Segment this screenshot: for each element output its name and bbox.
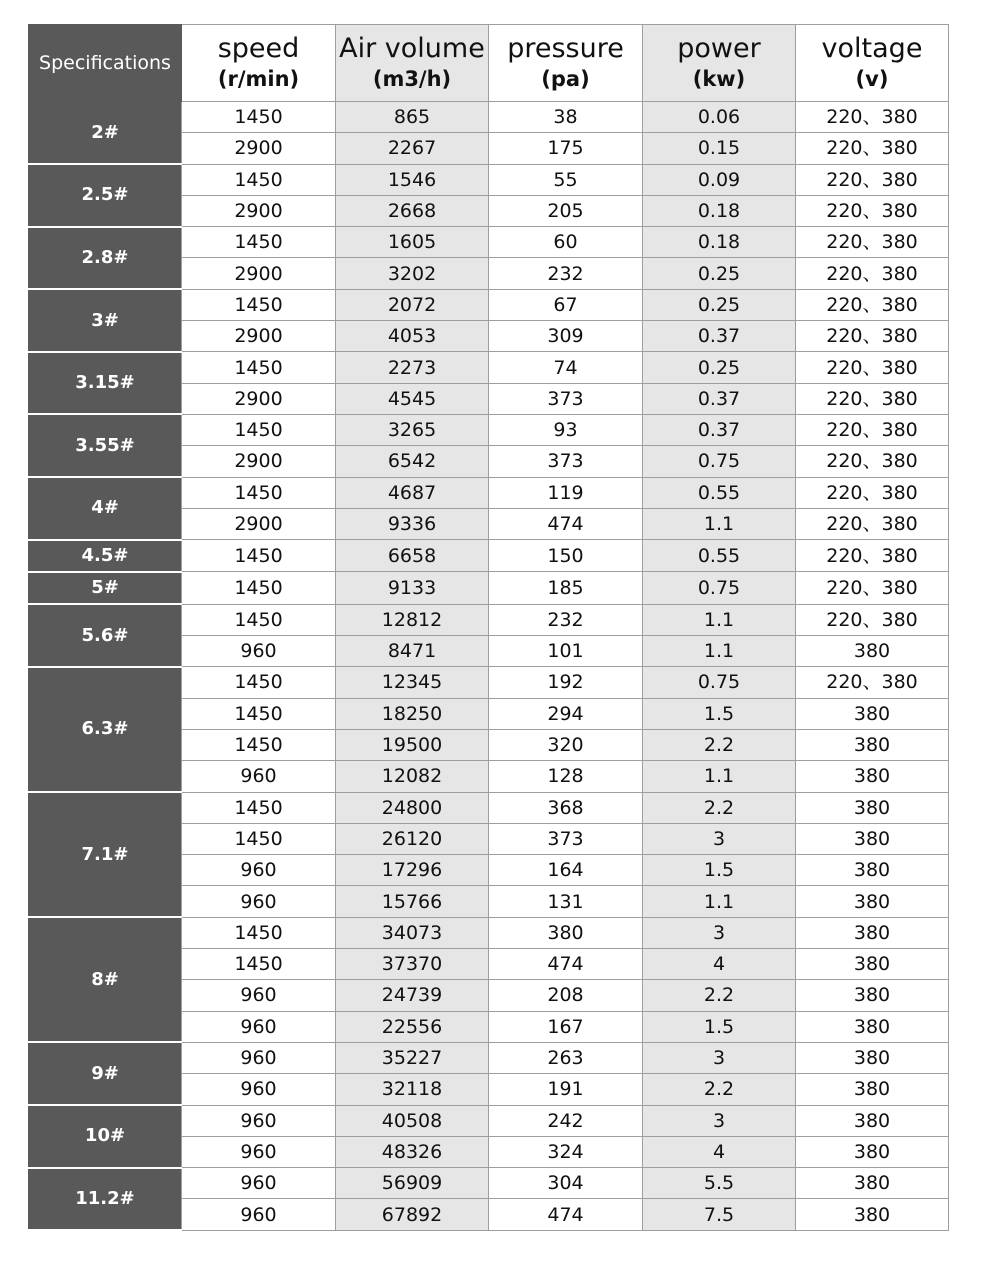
table-row [29, 540, 949, 572]
header-title: speed [217, 33, 300, 64]
cell-air-volume: 34073 [336, 917, 489, 948]
cell-pressure: 131 [489, 886, 643, 917]
spec-cell: 7.1# [29, 792, 182, 917]
cell-voltage: 220、380 [796, 414, 949, 445]
cell-speed: 960 [182, 1136, 336, 1167]
spec-cell: 9# [29, 1042, 182, 1105]
cell-air-volume: 8471 [336, 636, 489, 667]
cell-air-volume: 12345 [336, 667, 489, 698]
spec-cell: 4.5# [29, 540, 182, 572]
spec-cell: 8# [29, 917, 182, 1042]
cell-speed: 1450 [182, 698, 336, 729]
cell-voltage: 380 [796, 855, 949, 886]
cell-power: 0.37 [643, 414, 796, 445]
cell-power: 0.25 [643, 289, 796, 320]
cell-pressure: 309 [489, 321, 643, 352]
spec-cell: 6.3# [29, 667, 182, 792]
cell-air-volume: 24739 [336, 980, 489, 1011]
cell-voltage: 380 [796, 980, 949, 1011]
cell-speed: 960 [182, 761, 336, 792]
spec-cell: 3# [29, 289, 182, 352]
cell-pressure: 55 [489, 164, 643, 195]
header-title: voltage [821, 33, 923, 64]
cell-power: 1.1 [643, 886, 796, 917]
cell-voltage: 380 [796, 698, 949, 729]
cell-air-volume: 2668 [336, 195, 489, 226]
cell-power: 2.2 [643, 980, 796, 1011]
cell-power: 0.25 [643, 258, 796, 289]
table-row [29, 289, 949, 320]
header-title: pressure [507, 33, 624, 64]
table-row [29, 227, 949, 258]
cell-speed: 1450 [182, 289, 336, 320]
spec-cell: 11.2# [29, 1168, 182, 1231]
spec-cell: 2.8# [29, 227, 182, 290]
fan-specifications-table [28, 24, 949, 1231]
cell-pressure: 60 [489, 227, 643, 258]
cell-voltage: 220、380 [796, 164, 949, 195]
cell-air-volume: 19500 [336, 729, 489, 760]
spec-cell: 2# [29, 102, 182, 165]
cell-speed: 1450 [182, 792, 336, 823]
cell-air-volume: 22556 [336, 1011, 489, 1042]
table-row [29, 1042, 949, 1073]
cell-voltage: 220、380 [796, 508, 949, 539]
table-row [29, 604, 949, 635]
cell-air-volume: 48326 [336, 1136, 489, 1167]
cell-speed: 1450 [182, 414, 336, 445]
header-voltage [796, 25, 949, 102]
cell-voltage: 380 [796, 1168, 949, 1199]
cell-air-volume: 2267 [336, 133, 489, 164]
cell-pressure: 373 [489, 446, 643, 477]
spec-cell: 3.55# [29, 414, 182, 477]
table-body [29, 102, 949, 1231]
cell-pressure: 38 [489, 102, 643, 133]
cell-power: 4 [643, 949, 796, 980]
cell-speed: 1450 [182, 667, 336, 698]
cell-speed: 2900 [182, 195, 336, 226]
cell-air-volume: 1546 [336, 164, 489, 195]
cell-pressure: 242 [489, 1105, 643, 1136]
cell-voltage: 220、380 [796, 572, 949, 604]
cell-speed: 960 [182, 636, 336, 667]
cell-air-volume: 37370 [336, 949, 489, 980]
cell-pressure: 232 [489, 258, 643, 289]
header-power [643, 25, 796, 102]
cell-air-volume: 3265 [336, 414, 489, 445]
header-speed [182, 25, 336, 102]
cell-pressure: 205 [489, 195, 643, 226]
cell-voltage: 220、380 [796, 540, 949, 572]
cell-speed: 1450 [182, 352, 336, 383]
cell-pressure: 119 [489, 477, 643, 508]
cell-speed: 1450 [182, 102, 336, 133]
cell-pressure: 128 [489, 761, 643, 792]
cell-air-volume: 26120 [336, 823, 489, 854]
table-row [29, 164, 949, 195]
cell-power: 3 [643, 917, 796, 948]
cell-speed: 2900 [182, 383, 336, 414]
table-row [29, 1105, 949, 1136]
cell-speed: 2900 [182, 321, 336, 352]
cell-air-volume: 1605 [336, 227, 489, 258]
cell-air-volume: 56909 [336, 1168, 489, 1199]
cell-air-volume: 18250 [336, 698, 489, 729]
cell-pressure: 320 [489, 729, 643, 760]
cell-pressure: 192 [489, 667, 643, 698]
cell-pressure: 164 [489, 855, 643, 886]
cell-air-volume: 40508 [336, 1105, 489, 1136]
cell-power: 1.1 [643, 761, 796, 792]
cell-pressure: 167 [489, 1011, 643, 1042]
cell-power: 3 [643, 1105, 796, 1136]
cell-voltage: 220、380 [796, 133, 949, 164]
cell-speed: 960 [182, 1042, 336, 1073]
cell-power: 0.09 [643, 164, 796, 195]
cell-speed: 960 [182, 1168, 336, 1199]
cell-voltage: 220、380 [796, 383, 949, 414]
cell-pressure: 324 [489, 1136, 643, 1167]
cell-speed: 960 [182, 1199, 336, 1230]
header-unit: (r/min) [217, 67, 300, 91]
table-row [29, 352, 949, 383]
table-row [29, 917, 949, 948]
header-unit: (pa) [541, 67, 590, 91]
cell-power: 0.37 [643, 321, 796, 352]
spec-table-container [28, 24, 948, 1231]
cell-power: 5.5 [643, 1168, 796, 1199]
cell-voltage: 220、380 [796, 321, 949, 352]
cell-voltage: 380 [796, 1042, 949, 1073]
cell-voltage: 380 [796, 761, 949, 792]
cell-pressure: 232 [489, 604, 643, 635]
table-header [29, 25, 949, 102]
cell-voltage: 220、380 [796, 102, 949, 133]
cell-pressure: 67 [489, 289, 643, 320]
cell-speed: 1450 [182, 823, 336, 854]
cell-air-volume: 2273 [336, 352, 489, 383]
cell-air-volume: 9133 [336, 572, 489, 604]
cell-speed: 960 [182, 1011, 336, 1042]
cell-voltage: 380 [796, 1136, 949, 1167]
header-unit: (kw) [692, 67, 746, 91]
cell-air-volume: 4687 [336, 477, 489, 508]
cell-voltage: 220、380 [796, 477, 949, 508]
cell-voltage: 380 [796, 636, 949, 667]
cell-pressure: 294 [489, 698, 643, 729]
cell-power: 0.37 [643, 383, 796, 414]
cell-speed: 960 [182, 886, 336, 917]
cell-air-volume: 4545 [336, 383, 489, 414]
cell-voltage: 380 [796, 729, 949, 760]
cell-pressure: 474 [489, 1199, 643, 1230]
cell-voltage: 220、380 [796, 446, 949, 477]
header-unit: (m3/h) [372, 67, 452, 91]
cell-speed: 2900 [182, 133, 336, 164]
cell-voltage: 380 [796, 1199, 949, 1230]
cell-voltage: 380 [796, 1011, 949, 1042]
cell-voltage: 220、380 [796, 667, 949, 698]
cell-speed: 1450 [182, 540, 336, 572]
cell-speed: 960 [182, 855, 336, 886]
cell-power: 1.1 [643, 508, 796, 539]
cell-speed: 1450 [182, 729, 336, 760]
cell-power: 0.06 [643, 102, 796, 133]
cell-voltage: 380 [796, 1074, 949, 1105]
table-row [29, 792, 949, 823]
cell-pressure: 368 [489, 792, 643, 823]
cell-speed: 1450 [182, 604, 336, 635]
cell-power: 1.5 [643, 855, 796, 886]
spec-cell: 10# [29, 1105, 182, 1168]
cell-power: 0.75 [643, 446, 796, 477]
cell-pressure: 175 [489, 133, 643, 164]
cell-power: 0.55 [643, 477, 796, 508]
cell-pressure: 474 [489, 949, 643, 980]
cell-speed: 2900 [182, 508, 336, 539]
cell-power: 2.2 [643, 1074, 796, 1105]
cell-speed: 960 [182, 1105, 336, 1136]
cell-air-volume: 15766 [336, 886, 489, 917]
cell-voltage: 220、380 [796, 604, 949, 635]
header-unit: (v) [855, 67, 889, 91]
cell-speed: 1450 [182, 572, 336, 604]
cell-voltage: 220、380 [796, 289, 949, 320]
table-row [29, 102, 949, 133]
spec-cell: 2.5# [29, 164, 182, 227]
cell-power: 2.2 [643, 729, 796, 760]
cell-power: 3 [643, 1042, 796, 1073]
cell-pressure: 373 [489, 383, 643, 414]
cell-pressure: 93 [489, 414, 643, 445]
cell-speed: 1450 [182, 949, 336, 980]
table-row [29, 667, 949, 698]
cell-speed: 960 [182, 1074, 336, 1105]
header-specifications [29, 25, 182, 102]
cell-pressure: 185 [489, 572, 643, 604]
cell-pressure: 304 [489, 1168, 643, 1199]
cell-speed: 2900 [182, 258, 336, 289]
header-title: Air volume [339, 33, 485, 64]
cell-voltage: 380 [796, 792, 949, 823]
cell-air-volume: 865 [336, 102, 489, 133]
cell-speed: 1450 [182, 227, 336, 258]
header-title: Specifications [39, 52, 171, 74]
cell-voltage: 380 [796, 1105, 949, 1136]
cell-pressure: 373 [489, 823, 643, 854]
cell-pressure: 74 [489, 352, 643, 383]
cell-speed: 1450 [182, 917, 336, 948]
cell-air-volume: 2072 [336, 289, 489, 320]
table-row [29, 477, 949, 508]
cell-air-volume: 67892 [336, 1199, 489, 1230]
cell-power: 0.18 [643, 195, 796, 226]
header-row [29, 25, 949, 102]
cell-power: 7.5 [643, 1199, 796, 1230]
cell-power: 0.55 [643, 540, 796, 572]
cell-power: 1.5 [643, 698, 796, 729]
cell-power: 4 [643, 1136, 796, 1167]
spec-cell: 5.6# [29, 604, 182, 667]
table-row [29, 572, 949, 604]
cell-voltage: 220、380 [796, 352, 949, 383]
cell-air-volume: 17296 [336, 855, 489, 886]
spec-cell: 5# [29, 572, 182, 604]
cell-speed: 1450 [182, 164, 336, 195]
cell-power: 2.2 [643, 792, 796, 823]
cell-speed: 1450 [182, 477, 336, 508]
cell-pressure: 150 [489, 540, 643, 572]
cell-air-volume: 12082 [336, 761, 489, 792]
cell-air-volume: 3202 [336, 258, 489, 289]
cell-air-volume: 12812 [336, 604, 489, 635]
header-pressure [489, 25, 643, 102]
header-title: power [677, 33, 761, 64]
cell-air-volume: 9336 [336, 508, 489, 539]
cell-power: 3 [643, 823, 796, 854]
cell-power: 0.75 [643, 667, 796, 698]
cell-power: 1.5 [643, 1011, 796, 1042]
cell-air-volume: 35227 [336, 1042, 489, 1073]
cell-air-volume: 24800 [336, 792, 489, 823]
spec-cell: 4# [29, 477, 182, 540]
cell-pressure: 208 [489, 980, 643, 1011]
table-row [29, 1168, 949, 1199]
cell-pressure: 191 [489, 1074, 643, 1105]
cell-power: 1.1 [643, 636, 796, 667]
cell-pressure: 101 [489, 636, 643, 667]
cell-power: 0.18 [643, 227, 796, 258]
cell-voltage: 380 [796, 917, 949, 948]
cell-power: 1.1 [643, 604, 796, 635]
cell-speed: 960 [182, 980, 336, 1011]
cell-voltage: 380 [796, 886, 949, 917]
cell-power: 0.15 [643, 133, 796, 164]
cell-speed: 2900 [182, 446, 336, 477]
cell-power: 0.25 [643, 352, 796, 383]
cell-voltage: 380 [796, 949, 949, 980]
cell-voltage: 380 [796, 823, 949, 854]
table-row [29, 414, 949, 445]
cell-air-volume: 32118 [336, 1074, 489, 1105]
cell-air-volume: 6658 [336, 540, 489, 572]
cell-power: 0.75 [643, 572, 796, 604]
cell-air-volume: 4053 [336, 321, 489, 352]
header-air-volume [336, 25, 489, 102]
cell-pressure: 474 [489, 508, 643, 539]
spec-cell: 3.15# [29, 352, 182, 415]
cell-air-volume: 6542 [336, 446, 489, 477]
cell-voltage: 220、380 [796, 195, 949, 226]
cell-pressure: 380 [489, 917, 643, 948]
cell-pressure: 263 [489, 1042, 643, 1073]
cell-voltage: 220、380 [796, 258, 949, 289]
cell-voltage: 220、380 [796, 227, 949, 258]
